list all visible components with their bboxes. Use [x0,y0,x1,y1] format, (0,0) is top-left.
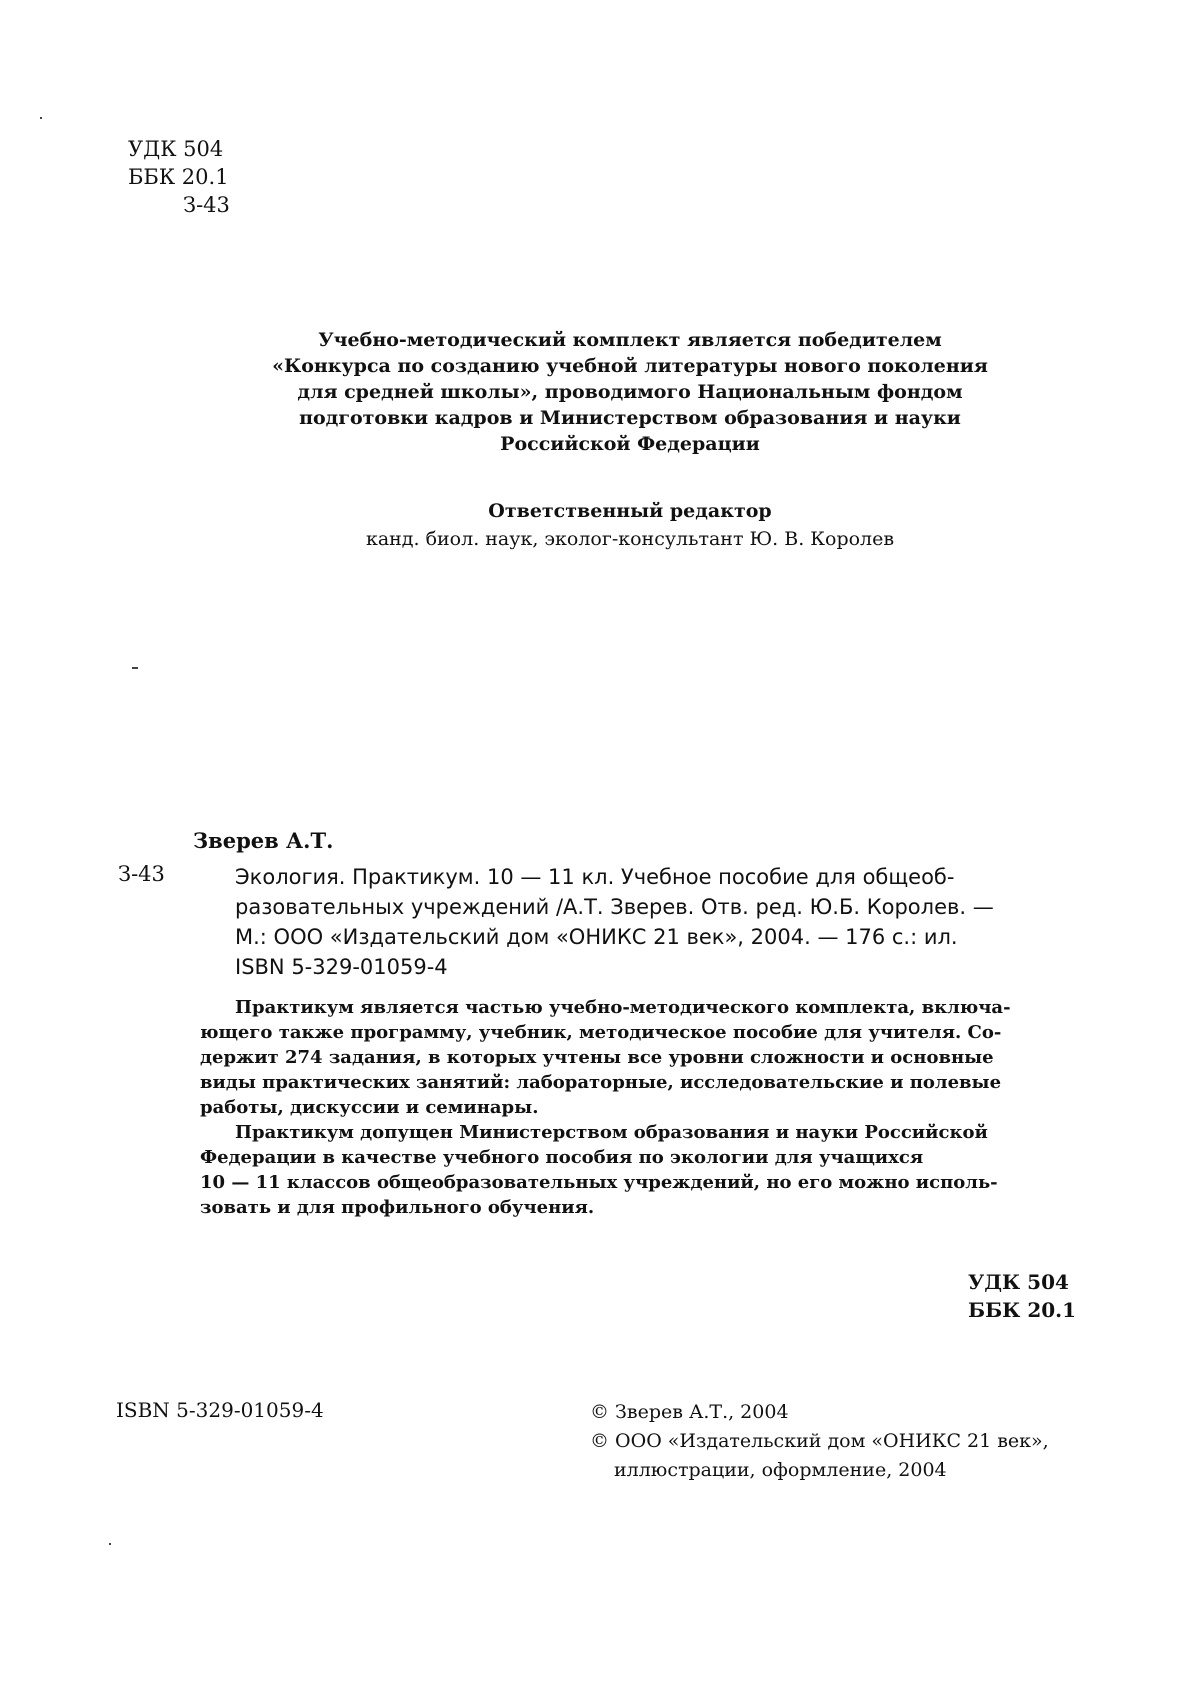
classification-top [128,135,230,219]
abstract-line: Практикум допущен Министерством образования и науки Российской [235,1122,988,1143]
scan-speck [109,1543,111,1545]
scan-speck [132,667,138,669]
copyright-author: © Зверев А.Т., 2004 [590,1401,789,1423]
abstract-line: 10 — 11 классов общеобразовательных учреждений, но его можно исполь- [200,1172,998,1193]
udk-code-bottom: УДК 504 [968,1270,1069,1294]
award-line: Российской Федерации [500,433,760,455]
bbk-code: ББК 20.1 [128,165,229,189]
abstract-line: ющего также программу, учебник, методическое пособие для учителя. Со- [200,1022,1002,1043]
udk-code: УДК 504 [128,137,224,161]
author-sign: З-43 [183,193,230,217]
classification-bottom [968,1268,1076,1324]
isbn: ISBN 5-329-01059-4 [116,1398,324,1422]
copyright-publisher: © ООО «Издательский дом «ОНИКС 21 век», [590,1430,1049,1452]
editor-block [200,497,1060,553]
abstract-line: держит 274 задания, в которых учтены все уровни сложности и основные [200,1047,994,1068]
scan-speck [40,117,42,119]
copyright-block [590,1398,1049,1485]
editor-name: канд. биол. наук, эколог-консультант Ю. В. Королев [365,528,895,550]
record-line: разовательных учреждений /А.Т. Зверев. Отв. ред. Ю.Б. Королев. — [235,895,994,919]
award-line: «Конкурса по созданию учебной литературы нового поколения [272,355,988,377]
award-line: подготовки кадров и Министерством образования и науки [299,407,961,429]
award-line: Учебно-методический комплект является победителем [318,329,942,351]
record-line: М.: ООО «Издательский дом «ОНИКС 21 век», 2004. — 176 с.: ил. [235,925,958,949]
abstract-line: виды практических занятий: лабораторные, исследовательские и полевые [200,1072,1002,1093]
abstract-line: Федерации в качестве учебного пособия по экологии для учащихся [200,1147,924,1168]
copyright-illustrations: иллюстрации, оформление, 2004 [614,1459,947,1481]
abstract-line: зовать и для профильного обучения. [200,1197,595,1218]
award-line: для средней школы», проводимого Национальным фондом [297,381,963,403]
record-sign: З-43 [118,862,165,886]
abstract-line: Практикум является частью учебно-методического комплекта, включа- [235,997,1011,1018]
record-isbn: ISBN 5-329-01059-4 [235,955,448,979]
editor-title: Ответственный редактор [488,500,772,522]
record-author: Зверев А.Т. [193,828,334,853]
record-description [235,862,1195,982]
abstract [200,995,1080,1220]
record-line: Экология. Практикум. 10 — 11 кл. Учебное пособие для общеоб- [235,865,955,889]
award-notice [200,327,1060,457]
abstract-line: работы, дискуссии и семинары. [200,1097,539,1118]
bbk-code-bottom: ББК 20.1 [968,1298,1077,1322]
